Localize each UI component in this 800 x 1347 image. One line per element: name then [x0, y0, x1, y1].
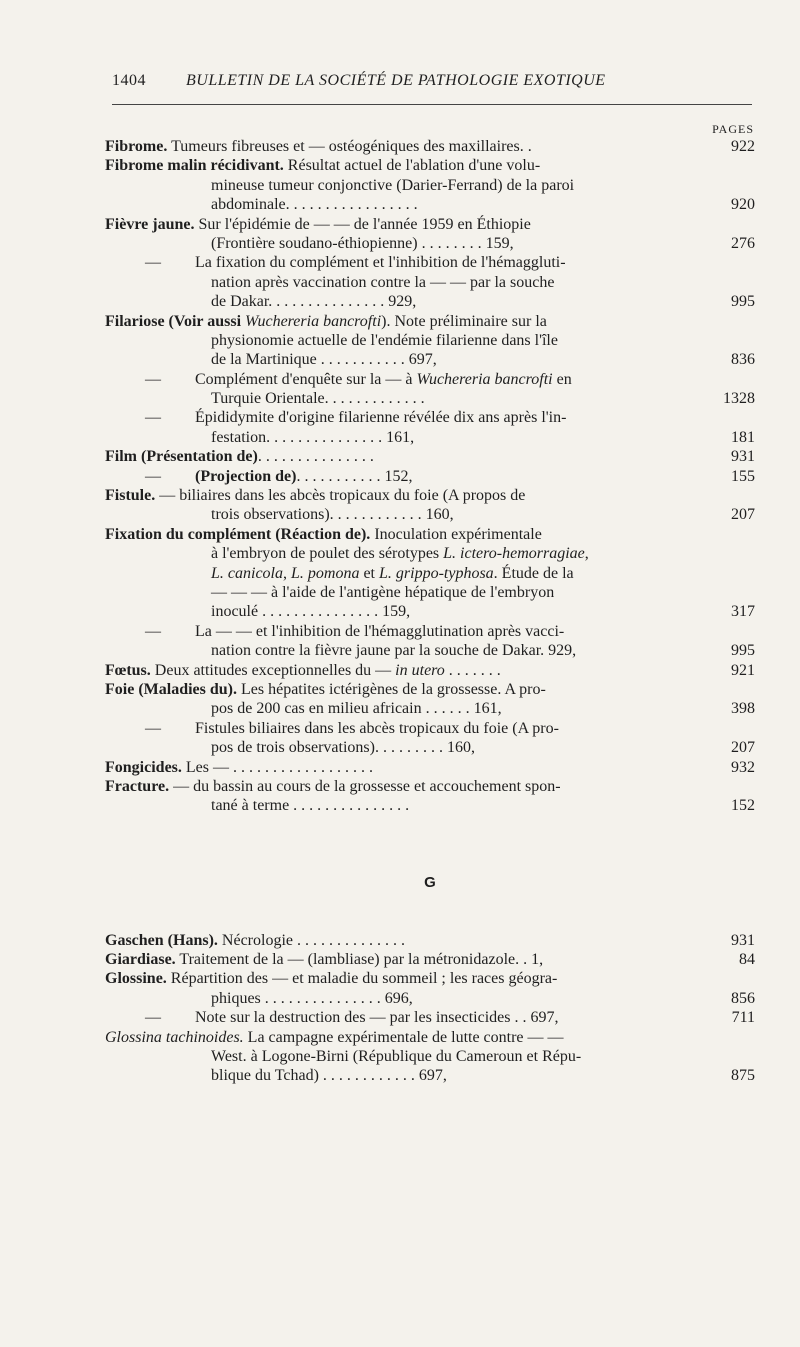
ditto-dash: —	[145, 719, 161, 737]
page-reference: 398	[731, 700, 755, 718]
entry-line: Film (Présentation de). . . . . . . . . . . . . . . 931	[105, 448, 755, 466]
page-reference: 711	[731, 1009, 755, 1027]
page-reference: 995	[731, 642, 755, 660]
page-reference: 932	[731, 758, 755, 776]
entry-line: Glossine. Répartition des — et maladie du sommeil ; les races géogra-	[105, 970, 558, 988]
entry-line: tané à terme . . . . . . . . . . . . . . . 152	[211, 797, 755, 815]
entry-line: nation après vaccination contre la — — par la souche	[211, 273, 555, 291]
entry-line: — — — à l'aide de l'antigène hépatique de l'embryon	[211, 583, 555, 601]
ditto-dash: —	[145, 622, 161, 640]
pages-column-label: PAGES	[712, 122, 754, 136]
index-entry	[105, 486, 755, 525]
entry-line: Fibrome. Tumeurs fibreuses et — ostéogéniques des maxillaires. . 922	[105, 138, 755, 155]
index-entry	[105, 137, 755, 156]
page-reference: 931	[731, 448, 755, 466]
page-reference: 836	[731, 351, 755, 369]
entry-line: Fracture. — du bassin au cours de la grossesse et accouchement spon-	[105, 777, 561, 795]
page-reference: 856	[731, 989, 755, 1007]
page-reference: 152	[731, 797, 755, 815]
page-reference: 84	[739, 951, 755, 969]
index-entry	[105, 758, 755, 777]
index-entry	[105, 253, 755, 311]
entry-line: trois observations). . . . . . . . . . . . 160, 207	[211, 506, 755, 524]
entry-line: blique du Tchad) . . . . . . . . . . . . 697, 875	[211, 1067, 755, 1085]
entry-line: phiques . . . . . . . . . . . . . . . 696, 856	[211, 989, 755, 1007]
entry-line: Filariose (Voir aussi Wuchereria bancrofti). Note préliminaire sur la	[105, 312, 547, 330]
ditto-dash: —	[145, 467, 161, 485]
entry-line: nation contre la fièvre jaune par la souche de Dakar. 929, 995	[211, 642, 755, 660]
page-reference: 931	[731, 931, 755, 949]
entry-line: Foie (Maladies du). Les hépatites ictérigènes de la grossesse. A pro-	[105, 680, 546, 698]
entry-line: abdominale. . . . . . . . . . . . . . . . . 920	[211, 196, 755, 214]
index-entry	[105, 931, 755, 950]
index-entry	[105, 215, 755, 254]
index-entry	[105, 680, 755, 719]
ditto-dash: —	[145, 254, 161, 272]
entry-line: Giardiase. Traitement de la — (lambliase) par la métronidazole. . 1, 84	[105, 951, 755, 969]
page-reference: 995	[731, 293, 755, 311]
ditto-dash: —	[145, 1009, 161, 1027]
entry-line: Gaschen (Hans). Nécrologie . . . . . . . . . . . . . . 931	[105, 931, 755, 949]
entry-line: inoculé . . . . . . . . . . . . . . . 159, 317	[211, 603, 755, 621]
page-reference: 921	[731, 661, 755, 679]
entry-line: de la Martinique . . . . . . . . . . . 697, 836	[211, 351, 755, 369]
page-reference: 207	[731, 739, 755, 757]
entry-line: Fistule. — biliaires dans les abcès tropicaux du foie (A propos de	[105, 487, 526, 505]
entry-line: Fongicides. Les — . . . . . . . . . . . . . . . . . . 932	[105, 758, 755, 776]
ditto-dash: —	[145, 409, 161, 427]
index-entry	[105, 156, 755, 214]
entry-line: — Épididymite d'origine filarienne révélée dix ans après l'in-	[145, 409, 567, 427]
index-entry	[105, 1008, 755, 1027]
entry-line: Fièvre jaune. Sur l'épidémie de — — de l'année 1959 en Éthiopie	[105, 215, 531, 233]
entry-line: Glossina tachinoides. La campagne expérimentale de lutte contre — —	[105, 1028, 564, 1046]
entry-line: Turquie Orientale. . . . . . . . . . . . . 1328	[211, 390, 755, 408]
index-entry	[105, 777, 755, 816]
index-entry	[105, 408, 755, 447]
index-entry	[105, 447, 755, 466]
index-entry	[105, 950, 755, 969]
entry-line: — Note sur la destruction des — par les insecticides . . 697, 711	[145, 1009, 755, 1027]
entry-line: Fœtus. Deux attitudes exceptionnelles du — in utero . . . . . . . 921	[105, 661, 755, 679]
page-reference: 922	[731, 138, 755, 155]
entry-line: (Frontière soudano-éthiopienne) . . . . . . . . 159, 276	[211, 234, 755, 252]
entry-line: L. canicola, L. pomona et L. grippo-typhosa. Étude de la	[211, 564, 574, 582]
page-reference: 1328	[723, 390, 755, 408]
index-list-g	[105, 931, 755, 1086]
index-entry	[105, 467, 755, 486]
entry-line: Fixation du complément (Réaction de). Inoculation expérimentale	[105, 525, 542, 543]
entry-line: — La fixation du complément et l'inhibition de l'hémaggluti-	[145, 254, 566, 272]
entry-line: festation. . . . . . . . . . . . . . . 161, 181	[211, 428, 755, 446]
header-rule	[112, 104, 752, 105]
entry-line: mineuse tumeur conjonctive (Darier-Ferrand) de la paroi	[211, 176, 575, 194]
index-entry	[105, 661, 755, 680]
page-number: 1404	[112, 72, 146, 89]
page-reference: 276	[731, 234, 755, 252]
page-reference: 920	[731, 196, 755, 214]
index-entry	[105, 525, 755, 622]
ditto-dash: —	[145, 370, 161, 388]
page-reference: 155	[731, 467, 755, 485]
entry-line: — Complément d'enquête sur la — à Wuchereria bancrofti en	[145, 370, 572, 388]
index-entry	[105, 969, 755, 1008]
index-entry	[105, 719, 755, 758]
entry-line: de Dakar. . . . . . . . . . . . . . . 929, 995	[211, 293, 755, 311]
journal-title: BULLETIN DE LA SOCIÉTÉ DE PATHOLOGIE EXOTIQUE	[186, 72, 606, 89]
page-reference: 181	[731, 428, 755, 446]
index-entry	[105, 622, 755, 661]
entry-line: pos de trois observations). . . . . . . . . 160, 207	[211, 739, 755, 757]
index-list-f	[105, 137, 755, 816]
entry-line: Fibrome malin récidivant. Résultat actuel de l'ablation d'une volu-	[105, 157, 541, 175]
index-entry	[105, 1028, 755, 1086]
page-reference: 207	[731, 506, 755, 524]
entry-line: à l'embryon de poulet des sérotypes L. ictero-hemorragiae,	[211, 545, 589, 563]
index-content	[105, 137, 755, 1086]
entry-line: pos de 200 cas en milieu africain . . . . . . 161, 398	[211, 700, 755, 718]
index-entry	[105, 370, 755, 409]
entry-line: — Fistules biliaires dans les abcès tropicaux du foie (A pro-	[145, 719, 559, 737]
entry-line: — (Projection de). . . . . . . . . . . 152, 155	[145, 467, 755, 485]
page-reference: 875	[731, 1067, 755, 1085]
page-reference: 317	[731, 603, 755, 621]
index-entry	[105, 312, 755, 370]
section-letter: G	[424, 873, 436, 891]
entry-line: physionomie actuelle de l'endémie filarienne dans l'île	[211, 331, 558, 349]
entry-line: — La — — et l'inhibition de l'hémagglutination après vacci-	[145, 622, 565, 640]
entry-line: West. à Logone-Birni (République du Cameroun et Répu-	[211, 1048, 582, 1066]
